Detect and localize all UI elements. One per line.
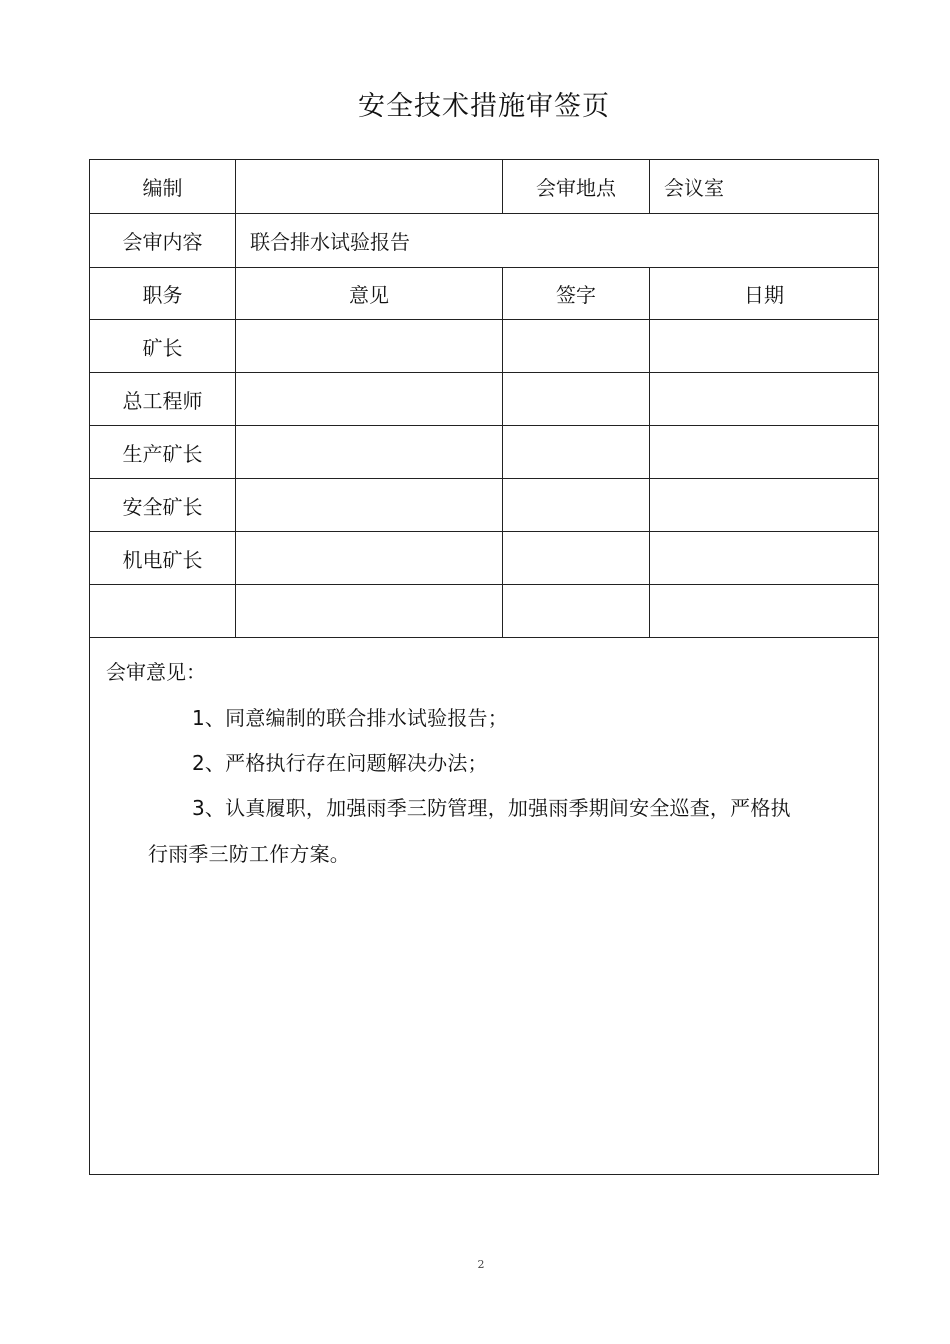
table-row — [90, 426, 879, 479]
location-value-field[interactable]: 会议室 — [650, 160, 879, 214]
header-signature: 签字 — [503, 268, 650, 320]
content-label: 会审内容 — [90, 214, 236, 268]
review-opinion-row — [90, 638, 879, 1175]
date-cell[interactable] — [650, 373, 879, 426]
opinion-cell[interactable] — [236, 479, 503, 532]
page-number: 2 — [477, 1258, 485, 1271]
signature-cell[interactable] — [503, 585, 650, 638]
opinion-cell[interactable] — [236, 426, 503, 479]
page-title: 安全技术措施审签页 — [358, 91, 610, 122]
header-role: 职务 — [90, 268, 236, 320]
table-row — [90, 532, 879, 585]
table-header-row — [90, 268, 879, 320]
header-date: 日期 — [650, 268, 879, 320]
date-cell[interactable] — [650, 532, 879, 585]
opinion-item-3: 3、认真履职，加强雨季三防管理，加强雨季期间安全巡查，严格执 — [192, 796, 791, 820]
signature-cell[interactable] — [503, 532, 650, 585]
table-row — [90, 479, 879, 532]
table-row-content — [90, 214, 879, 268]
date-cell[interactable] — [650, 426, 879, 479]
date-cell[interactable] — [650, 479, 879, 532]
role-cell: 生产矿长 — [90, 426, 236, 479]
prepared-value-field[interactable] — [236, 160, 503, 214]
review-form-table — [89, 159, 879, 1175]
table-row — [90, 373, 879, 426]
opinion-cell[interactable] — [236, 585, 503, 638]
date-cell[interactable] — [650, 320, 879, 373]
review-opinion-label: 会审意见： — [106, 660, 206, 684]
opinion-cell[interactable] — [236, 320, 503, 373]
role-cell: 机电矿长 — [90, 532, 236, 585]
header-opinion: 意见 — [236, 268, 503, 320]
role-cell — [90, 585, 236, 638]
review-opinion-box — [90, 638, 879, 1175]
content-value-field[interactable]: 联合排水试验报告 — [236, 214, 879, 268]
signature-cell[interactable] — [503, 426, 650, 479]
prepared-label: 编制 — [90, 160, 236, 214]
opinion-item-3-continued: 行雨季三防工作方案。 — [148, 842, 350, 866]
role-cell: 总工程师 — [90, 373, 236, 426]
signature-cell[interactable] — [503, 479, 650, 532]
table-row — [90, 320, 879, 373]
signature-cell[interactable] — [503, 320, 650, 373]
table-row — [90, 585, 879, 638]
table-row-prepared — [90, 160, 879, 214]
role-cell: 矿长 — [90, 320, 236, 373]
opinion-item-1: 1、同意编制的联合排水试验报告； — [192, 706, 508, 730]
signature-cell[interactable] — [503, 373, 650, 426]
date-cell[interactable] — [650, 585, 879, 638]
opinion-cell[interactable] — [236, 532, 503, 585]
opinion-cell[interactable] — [236, 373, 503, 426]
opinion-item-2: 2、严格执行存在问题解决办法； — [192, 751, 488, 775]
location-label: 会审地点 — [503, 160, 650, 214]
role-cell: 安全矿长 — [90, 479, 236, 532]
